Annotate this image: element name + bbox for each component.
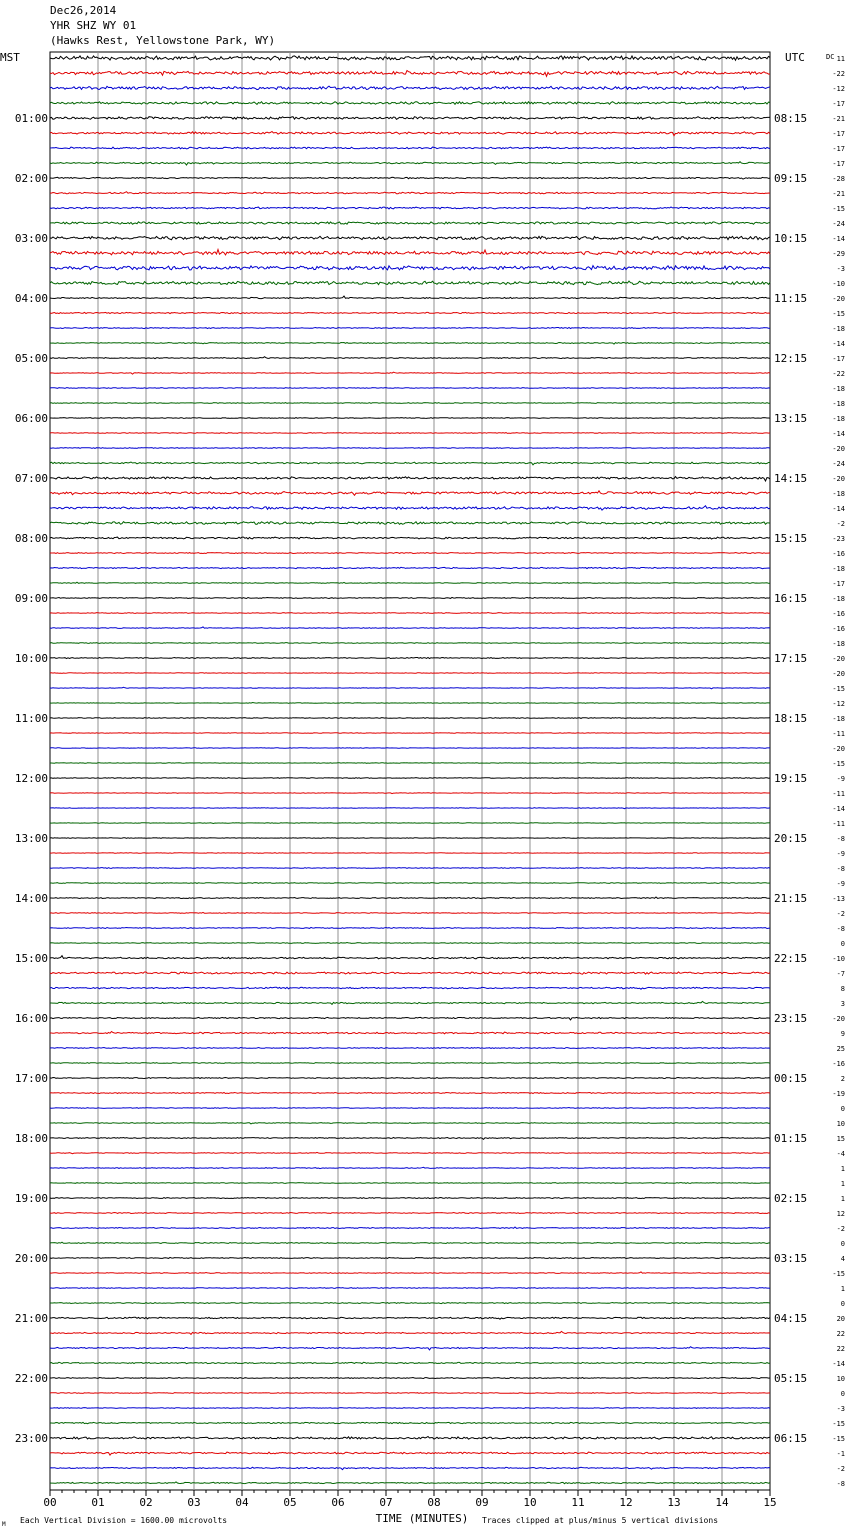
dc-offset-label: -14 — [832, 1360, 845, 1368]
utc-hour-label: 00:15 — [774, 1072, 808, 1085]
trace-line — [50, 718, 770, 719]
dc-offset-label: -17 — [832, 145, 845, 153]
local-hour-label: 04:00 — [14, 292, 48, 305]
dc-label: DC — [826, 53, 835, 61]
trace-line — [50, 897, 770, 899]
trace-line — [50, 1331, 770, 1334]
dc-offset-label: -18 — [832, 640, 845, 648]
local-hour-label: 02:00 — [14, 172, 48, 185]
trace-line — [50, 207, 770, 209]
local-hour-label: 22:00 — [14, 1372, 48, 1385]
dc-offset-label: -14 — [832, 805, 845, 813]
header-date: Dec26,2014 — [50, 4, 117, 17]
trace-line — [50, 132, 770, 136]
local-hour-label: 19:00 — [14, 1192, 48, 1205]
dc-offset-label: -8 — [836, 835, 845, 843]
dc-offset-label: -20 — [832, 1015, 845, 1023]
dc-offset-label: -20 — [832, 445, 845, 453]
local-hour-label: 01:00 — [14, 112, 48, 125]
dc-offset-label: 0 — [840, 1240, 845, 1248]
local-hour-label: 13:00 — [14, 832, 48, 845]
dc-offset-label: 0 — [840, 1300, 845, 1308]
trace-line — [50, 1108, 770, 1109]
dc-offset-label: -20 — [832, 670, 845, 678]
dc-offset-label: 11 — [836, 55, 845, 63]
dc-offset-label: -16 — [832, 625, 845, 633]
dc-offset-label: -14 — [832, 340, 845, 348]
trace-line — [50, 673, 770, 674]
trace-line — [50, 102, 770, 105]
dc-offset-label: 25 — [836, 1045, 845, 1053]
trace-line — [50, 192, 770, 194]
trace-line — [50, 1048, 770, 1049]
trace-line — [50, 1422, 770, 1423]
dc-offset-label: -11 — [832, 730, 845, 738]
trace-line — [50, 823, 770, 824]
dc-offset-label: -15 — [832, 1270, 845, 1278]
dc-offset-label: -15 — [832, 205, 845, 213]
dc-offset-label: -10 — [832, 955, 845, 963]
x-tick-label: 14 — [715, 1496, 729, 1509]
trace-line — [50, 357, 770, 359]
dc-offset-label: -24 — [832, 220, 845, 228]
dc-offset-label: -18 — [832, 490, 845, 498]
trace-line — [50, 418, 770, 419]
trace-line — [50, 1063, 770, 1064]
trace-line — [50, 222, 770, 224]
trace-line — [50, 388, 770, 389]
dc-offset-label: -20 — [832, 745, 845, 753]
trace-line — [50, 328, 770, 329]
dc-offset-label: -2 — [836, 1225, 845, 1233]
trace-line — [50, 71, 770, 77]
dc-offset-label: 1 — [840, 1165, 845, 1173]
dc-offset-label: -24 — [832, 460, 845, 468]
trace-line — [50, 763, 770, 764]
utc-hour-label: 01:15 — [774, 1132, 808, 1145]
trace-line — [50, 868, 770, 869]
dc-offset-label: -18 — [832, 325, 845, 333]
trace-line — [50, 943, 770, 944]
dc-offset-label: -15 — [832, 310, 845, 318]
trace-line — [50, 491, 770, 496]
trace-line — [50, 972, 770, 974]
trace-line — [50, 956, 770, 959]
local-hour-label: 16:00 — [14, 1012, 48, 1025]
trace-line — [50, 1242, 770, 1243]
local-hour-label: 21:00 — [14, 1312, 48, 1325]
trace-line — [50, 56, 770, 60]
dc-offset-label: -14 — [832, 430, 845, 438]
trace-line — [50, 1198, 770, 1199]
trace-line — [50, 162, 770, 165]
trace-line — [50, 1467, 770, 1469]
dc-offset-label: 22 — [836, 1330, 845, 1338]
x-tick-label: 10 — [523, 1496, 537, 1509]
utc-hour-label: 13:15 — [774, 412, 808, 425]
dc-offset-label: -23 — [832, 535, 845, 543]
dc-offset-label: -21 — [832, 190, 845, 198]
x-tick-label: 12 — [619, 1496, 633, 1509]
x-tick-label: 02 — [139, 1496, 153, 1509]
dc-offset-label: 8 — [840, 985, 845, 993]
utc-hour-label: 05:15 — [774, 1372, 808, 1385]
trace-line — [50, 1408, 770, 1409]
dc-offset-label: -15 — [832, 1435, 845, 1443]
dc-offset-label: -9 — [836, 880, 845, 888]
dc-offset-label: -16 — [832, 550, 845, 558]
dc-offset-label: -9 — [836, 850, 845, 858]
trace-line — [50, 1167, 770, 1168]
x-tick-label: 03 — [187, 1496, 201, 1509]
dc-offset-label: -14 — [832, 505, 845, 513]
trace-line — [50, 748, 770, 749]
x-tick-label: 00 — [43, 1496, 57, 1509]
trace-line — [50, 597, 770, 598]
utc-hour-label: 17:15 — [774, 652, 808, 665]
trace-line — [50, 582, 770, 583]
dc-offset-label: 4 — [840, 1255, 845, 1263]
x-tick-label: 04 — [235, 1496, 249, 1509]
dc-offset-label: -14 — [832, 235, 845, 243]
trace-line — [50, 1272, 770, 1274]
dc-offset-label: -2 — [836, 910, 845, 918]
trace-line — [50, 117, 770, 120]
dc-offset-label: -17 — [832, 100, 845, 108]
trace-line — [50, 448, 770, 449]
clip-note: Traces clipped at plus/minus 5 vertical divisions — [482, 1516, 719, 1525]
dc-offset-label: 1 — [840, 1285, 845, 1293]
header-station: YHR SHZ WY 01 — [50, 19, 137, 32]
local-hour-label: 20:00 — [14, 1252, 48, 1265]
dc-offset-label: -15 — [832, 760, 845, 768]
trace-line — [50, 462, 770, 465]
dc-offset-label: -8 — [836, 865, 845, 873]
dc-offset-label: 0 — [840, 1105, 845, 1113]
dc-offset-label: -7 — [836, 970, 845, 978]
dc-offset-label: -18 — [832, 415, 845, 423]
trace-line — [50, 1213, 770, 1214]
scale-note: Each Vertical Division = 1600.00 microvolts — [20, 1516, 228, 1525]
dc-offset-label: -18 — [832, 595, 845, 603]
dc-offset-label: -3 — [836, 265, 845, 273]
trace-line — [50, 1017, 770, 1020]
dc-offset-label: -15 — [832, 685, 845, 693]
dc-offset-label: 10 — [836, 1375, 845, 1383]
trace-line — [50, 236, 770, 239]
dc-offset-label: -2 — [836, 520, 845, 528]
dc-offset-label: -17 — [832, 580, 845, 588]
dc-offset-label: 3 — [840, 1000, 845, 1008]
dc-offset-label: -22 — [832, 370, 845, 378]
local-hour-label: 03:00 — [14, 232, 48, 245]
trace-line — [50, 1378, 770, 1379]
trace-line — [50, 658, 770, 659]
trace-line — [50, 687, 770, 689]
trace-line — [50, 1437, 770, 1440]
trace-line — [50, 927, 770, 928]
utc-hour-label: 10:15 — [774, 232, 808, 245]
dc-offset-label: 1 — [840, 1195, 845, 1203]
trace-line — [50, 1303, 770, 1304]
dc-offset-label: -1 — [836, 1450, 845, 1458]
local-hour-label: 18:00 — [14, 1132, 48, 1145]
utc-hour-label: 14:15 — [774, 472, 808, 485]
dc-offset-label: -17 — [832, 355, 845, 363]
trace-line — [50, 1137, 770, 1139]
trace-line — [50, 912, 770, 913]
local-hour-label: 11:00 — [14, 712, 48, 725]
x-tick-label: 08 — [427, 1496, 441, 1509]
x-tick-label: 07 — [379, 1496, 393, 1509]
utc-hour-label: 19:15 — [774, 772, 808, 785]
trace-line — [50, 177, 770, 179]
utc-hour-label: 09:15 — [774, 172, 808, 185]
dc-offset-label: -20 — [832, 475, 845, 483]
utc-hour-label: 23:15 — [774, 1012, 808, 1025]
utc-hour-label: 18:15 — [774, 712, 808, 725]
trace-line — [50, 1482, 770, 1484]
dc-offset-label: -15 — [832, 1420, 845, 1428]
trace-line — [50, 1227, 770, 1229]
trace-line — [50, 281, 770, 285]
trace-line — [50, 1032, 770, 1034]
local-hour-label: 06:00 — [14, 412, 48, 425]
local-hour-label: 10:00 — [14, 652, 48, 665]
trace-line — [50, 1288, 770, 1289]
dc-offset-label: 22 — [836, 1345, 845, 1353]
dc-offset-label: -16 — [832, 1060, 845, 1068]
x-tick-label: 09 — [475, 1496, 489, 1509]
trace-line — [50, 987, 770, 989]
local-hour-label: 05:00 — [14, 352, 48, 365]
dc-offset-label: -16 — [832, 610, 845, 618]
x-tick-label: 15 — [763, 1496, 777, 1509]
trace-line — [50, 147, 770, 149]
dc-offset-label: -18 — [832, 385, 845, 393]
header-location: (Hawks Rest, Yellowstone Park, WY) — [50, 34, 276, 47]
dc-offset-label: 10 — [836, 1120, 845, 1128]
utc-hour-label: 22:15 — [774, 952, 808, 965]
trace-line — [50, 86, 770, 90]
trace-line — [50, 1093, 770, 1094]
trace-line — [50, 1078, 770, 1079]
trace-line — [50, 1183, 770, 1184]
dc-offset-label: 20 — [836, 1315, 845, 1323]
trace-line — [50, 266, 770, 270]
dc-offset-label: 9 — [840, 1030, 845, 1038]
local-hour-label: 23:00 — [14, 1432, 48, 1445]
dc-offset-label: -2 — [836, 1465, 845, 1473]
dc-offset-label: 0 — [840, 940, 845, 948]
trace-line — [50, 853, 770, 854]
dc-offset-label: -18 — [832, 715, 845, 723]
dc-offset-label: 2 — [840, 1075, 845, 1083]
x-tick-label: 13 — [667, 1496, 681, 1509]
x-axis-label: TIME (MINUTES) — [375, 1512, 469, 1525]
trace-line — [50, 553, 770, 554]
utc-hour-label: 15:15 — [774, 532, 808, 545]
dc-offset-label: 15 — [836, 1135, 845, 1143]
trace-line — [50, 372, 770, 374]
dc-offset-label: -13 — [832, 895, 845, 903]
trace-line — [50, 778, 770, 779]
local-hour-label: 15:00 — [14, 952, 48, 965]
right-zone-label: UTC — [785, 51, 805, 64]
local-hour-label: 17:00 — [14, 1072, 48, 1085]
trace-line — [50, 567, 770, 568]
dc-offset-label: -11 — [832, 790, 845, 798]
trace-line — [50, 506, 770, 510]
trace-line — [50, 1257, 770, 1258]
trace-line — [50, 250, 770, 255]
trace-line — [50, 1317, 770, 1319]
trace-line — [50, 1362, 770, 1363]
utc-hour-label: 03:15 — [774, 1252, 808, 1265]
trace-line — [50, 1123, 770, 1124]
dc-offset-label: -10 — [832, 280, 845, 288]
trace-line — [50, 403, 770, 404]
trace-line — [50, 1452, 770, 1455]
trace-line — [50, 433, 770, 434]
dc-offset-label: -9 — [836, 775, 845, 783]
trace-line — [50, 613, 770, 614]
dc-offset-label: -28 — [832, 175, 845, 183]
trace-line — [50, 838, 770, 839]
local-hour-label: 14:00 — [14, 892, 48, 905]
dc-offset-label: -21 — [832, 115, 845, 123]
dc-offset-label: -12 — [832, 85, 845, 93]
dc-offset-label: -8 — [836, 925, 845, 933]
x-tick-label: 06 — [331, 1496, 345, 1509]
dc-offset-label: -12 — [832, 700, 845, 708]
utc-hour-label: 11:15 — [774, 292, 808, 305]
dc-offset-label: 1 — [840, 1180, 845, 1188]
dc-offset-label: 12 — [836, 1210, 845, 1218]
trace-line — [50, 1347, 770, 1350]
local-hour-label: 12:00 — [14, 772, 48, 785]
left-zone-label: MST — [0, 51, 20, 64]
dc-offset-label: -19 — [832, 1090, 845, 1098]
trace-line — [50, 522, 770, 525]
utc-hour-label: 21:15 — [774, 892, 808, 905]
trace-line — [50, 343, 770, 345]
utc-hour-label: 02:15 — [774, 1192, 808, 1205]
utc-hour-label: 16:15 — [774, 592, 808, 605]
x-tick-label: 05 — [283, 1496, 297, 1509]
x-tick-label: 01 — [91, 1496, 105, 1509]
local-hour-label: 09:00 — [14, 592, 48, 605]
dc-offset-label: -8 — [836, 1480, 845, 1488]
dc-offset-label: -18 — [832, 565, 845, 573]
trace-line — [50, 1152, 770, 1153]
local-hour-label: 08:00 — [14, 532, 48, 545]
trace-line — [50, 312, 770, 313]
dc-offset-label: -17 — [832, 130, 845, 138]
trace-line — [50, 1393, 770, 1394]
dc-offset-label: -18 — [832, 400, 845, 408]
trace-line — [50, 733, 770, 734]
utc-hour-label: 04:15 — [774, 1312, 808, 1325]
trace-line — [50, 703, 770, 704]
utc-hour-label: 12:15 — [774, 352, 808, 365]
dc-offset-label: -29 — [832, 250, 845, 258]
dc-offset-label: -3 — [836, 1405, 845, 1413]
utc-hour-label: 06:15 — [774, 1432, 808, 1445]
utc-hour-label: 20:15 — [774, 832, 808, 845]
dc-offset-label: -4 — [836, 1150, 845, 1158]
trace-line — [50, 537, 770, 539]
trace-line — [50, 643, 770, 644]
dc-offset-label: -22 — [832, 70, 845, 78]
trace-line — [50, 808, 770, 809]
utc-hour-label: 08:15 — [774, 112, 808, 125]
trace-line — [50, 883, 770, 884]
trace-line — [50, 477, 770, 481]
trace-line — [50, 627, 770, 629]
trace-line — [50, 296, 770, 299]
x-tick-label: 11 — [571, 1496, 585, 1509]
dc-offset-label: -11 — [832, 820, 845, 828]
dc-offset-label: 0 — [840, 1390, 845, 1398]
trace-line — [50, 793, 770, 794]
dc-offset-label: -20 — [832, 655, 845, 663]
local-hour-label: 07:00 — [14, 472, 48, 485]
corner-mark: M — [2, 1521, 6, 1528]
dc-offset-label: -20 — [832, 295, 845, 303]
trace-line — [50, 1001, 770, 1004]
dc-offset-label: -17 — [832, 160, 845, 168]
